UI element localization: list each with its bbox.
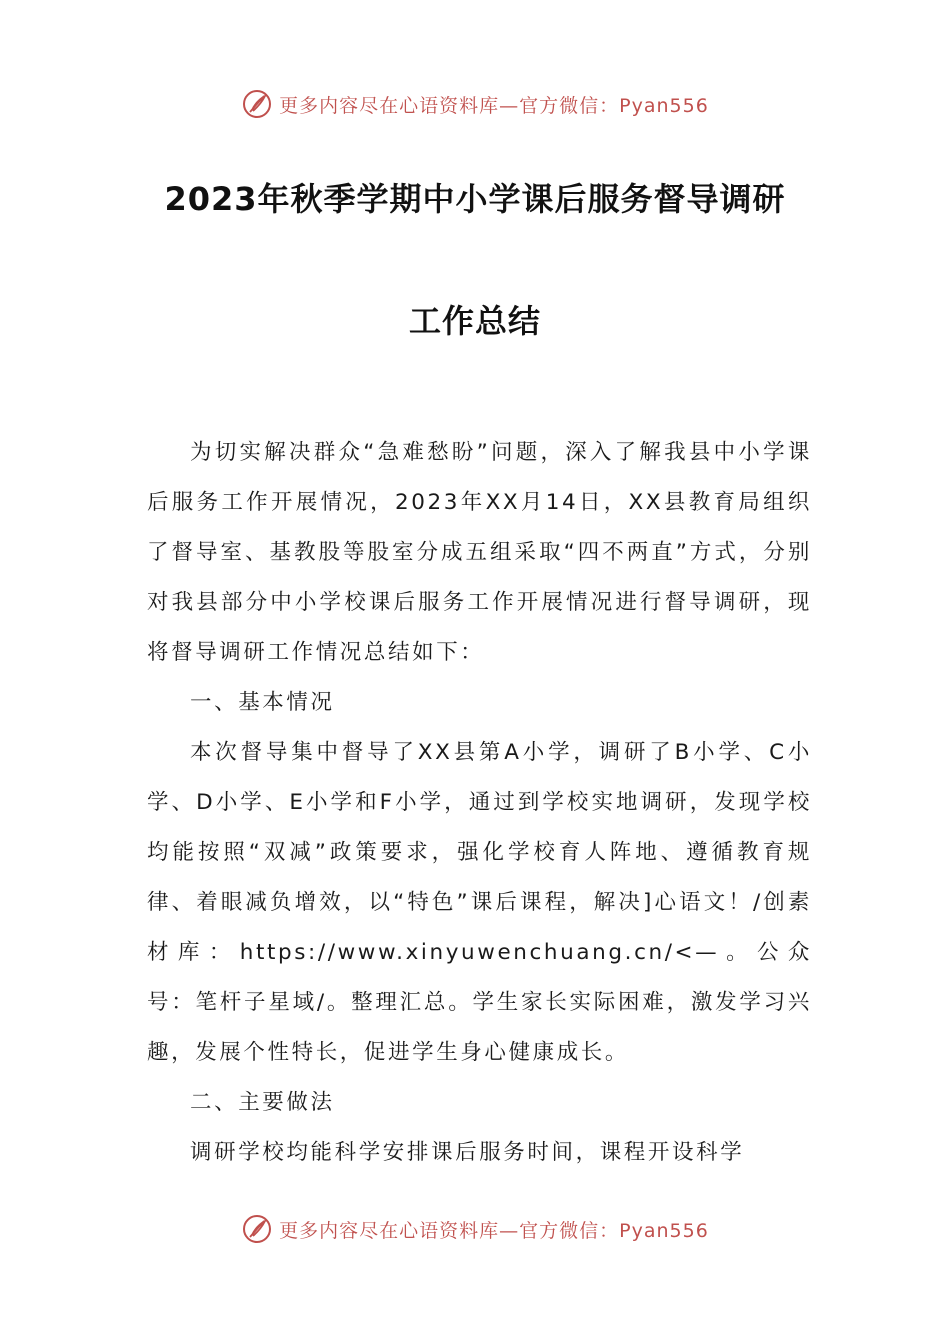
heading-main-practices: 二、主要做法 <box>190 1090 335 1115</box>
document-title-line-2: 工作总结 <box>408 302 541 340</box>
document-title-line-1: 2023年秋季学期中小学课后服务督导调研 <box>164 180 786 218</box>
watermark-wechat-id: Pyan556 <box>619 94 709 117</box>
paragraph-basic-situation: 本次督导集中督导了XX县第A小学，调研了B小学、C小学、D小学、E小学和F小学，通过到学校实地调研，发现学校均能按照“双减”政策要求，强化学校育人阵地、遵循教育规律、着眼减负增效，以“特色”课后课程，解决]心语文！/创素材库：https://www.xinyuwenchuang.cn/<—。公众号：笔杆子星域/。整理汇总。学生家长实际困难，激发学习兴趣，发展个性特长，促进学生身心健康成长。 <box>147 740 812 1065</box>
watermark-text: 更多内容尽在心语资料库—官方微信：Pyan556 <box>279 1219 709 1242</box>
paragraph-intro: 为切实解决群众“急难愁盼”问题，深入了解我县中小学课后服务工作开展情况，2023年XX月14日，XX县教育局组织了督导室、基教股等股室分成五组采取“四不两直”方式，分别对我县部分中小学校课后服务工作开展情况进行督导调研，现将督导调研工作情况总结如下： <box>147 440 812 665</box>
watermark-wechat-id: Pyan556 <box>619 1219 709 1242</box>
quill-logo-icon <box>241 88 273 120</box>
heading-basic-situation: 一、基本情况 <box>190 690 335 715</box>
watermark-text: 更多内容尽在心语资料库—官方微信：Pyan556 <box>279 94 709 117</box>
watermark-footer <box>0 1209 950 1249</box>
quill-logo-icon <box>241 1213 273 1245</box>
paragraph-main-practices: 调研学校均能科学安排课后服务时间，课程开设科学 <box>190 1140 745 1165</box>
watermark-header <box>0 84 950 124</box>
document-body <box>147 428 812 1178</box>
